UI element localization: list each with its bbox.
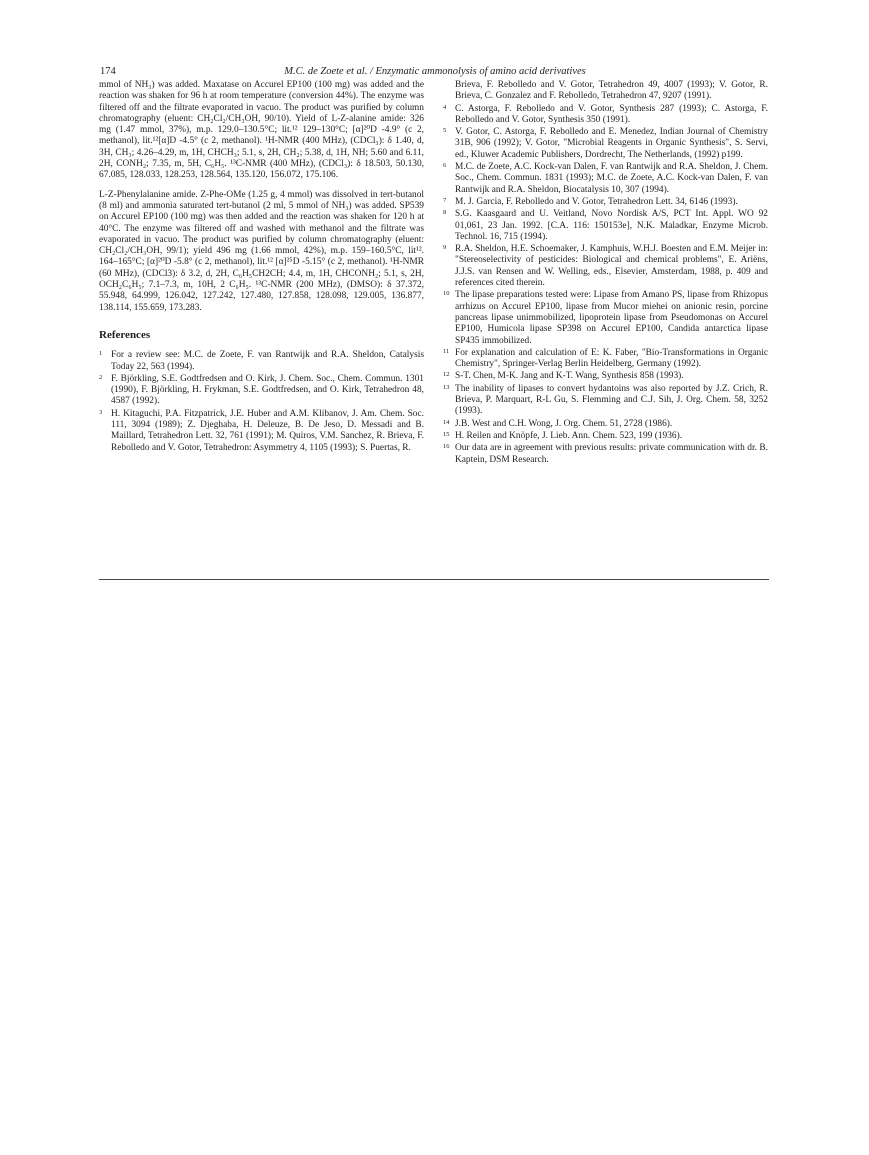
reference-text: For a review see: M.C. de Zoete, F. van Rantwijk and R.A. Sheldon, Catalysis Today 22, 563 (1994). xyxy=(111,350,424,372)
reference-number: 9 xyxy=(443,244,447,252)
reference-text: M. J. Garcia, F. Rebolledo and V. Gotor, Tetrahedron Lett. 34, 6146 (1993). xyxy=(455,196,738,207)
reference-text: S-T. Chen, M-K. Jang and K-T. Wang, Synthesis 858 (1993). xyxy=(455,371,684,382)
reference-item xyxy=(99,350,424,373)
reference-number: 13 xyxy=(443,383,450,391)
reference-text: The inability of lipases to convert hydantoins was also reported by J.Z. Crich, R. Brieva, P. Marquart, R-L Gu, S. Flemming and C.J. Sih, J. Org. Chem. 58, 3252 (1993). xyxy=(455,383,768,417)
reference-item xyxy=(443,419,768,430)
reference-item-continued xyxy=(443,80,768,103)
reference-text: S.G. Kaasgaard and U. Veitland, Novo Nordisk A/S, PCT Int. Appl. WO 92 01,061, 23 Jan. 1992. [C.A. 116: 150153e], N.K. Maladkar, Enzyme Microb. Technol. 16, 715 (1994). xyxy=(455,209,768,242)
reference-item xyxy=(443,384,768,418)
right-column xyxy=(443,80,768,467)
reference-text: Our data are in agreement with previous results: private communication with dr. B. Kaptein, DSM Research. xyxy=(455,443,768,465)
reference-item xyxy=(443,348,768,371)
reference-number: 1 xyxy=(99,350,103,358)
reference-item xyxy=(99,374,424,408)
reference-number: 2 xyxy=(99,373,103,381)
experimental-paragraph-alanine: mmol of NH₃) was added. Maxatase on Accurel EP100 (100 mg) was added and the reaction was shaken for 96 h at room temperature (conversion 44%). The enzyme was filtered off and the filtrate evaporated in vacuo. The product was purified by column chromatography (eluent: CH₂Cl₂/CH₃OH, 90/10). Yield of L-Z-alanine amide: 326 mg (1.47 mmol, 37%), m.p. 129.0–130.5°C; lit.¹² 129–130°C; [α]²⁰D -4.9° (c 2, methanol), lit.¹²[α]D -4.5° (c 2, methanol). ¹H-NMR (400 MHz), (CDCl₃): δ 1.40, d, 3H, CH₃; 4.26–4.29, m, 1H, CHCH₃; 5.1, s, 2H, CH₂; 5.38, d, 1H, NH; 5.60 and 6.11, 2H, CONH₂; 7.35, m, 5H, C₆H₅. ¹³C-NMR (400 MHz), (CDCl₃): δ 18.503, 50.130, 67.085, 128.033, 128.253, 128.564, 135.120, 156.072, 175.106. xyxy=(99,80,424,181)
reference-number: 3 xyxy=(99,408,103,416)
reference-number: 7 xyxy=(443,196,447,204)
reference-text: C. Astorga, F. Rebolledo and V. Gotor, Synthesis 287 (1993); C. Astorga, F. Rebolledo and V. Gotor, Synthesis 350 (1991). xyxy=(455,103,768,125)
reference-item xyxy=(443,209,768,243)
reference-text: R.A. Sheldon, H.E. Schoemaker, J. Kamphuis, W.H.J. Boesten and E.M. Meijer in: "Stereoselectivity of pesticides: Biological and chemical problems", E. Ariëns, J.J.S. van Rensen and W. Welling, eds., Elsevier, Amsterdam, 1988, p. 409 and references cited therein. xyxy=(455,244,768,289)
reference-text: F. Björkling, S.E. Godtfredsen and O. Kirk, J. Chem. Soc., Chem. Commun. 1301 (1990), F. Björkling, H. Frykman, S.E. Godtfredsen, and O. Kirk, Tetrahedron 48, 4587 (1992). xyxy=(111,373,424,407)
reference-number: 16 xyxy=(443,443,450,451)
reference-item xyxy=(443,431,768,442)
reference-text: For explanation and calculation of E: K. Faber, "Bio-Transformations in Organic Chemistry", Springer-Verlag Berlin Heidelberg, Germany (1992). xyxy=(455,347,768,370)
reference-text: V. Gotor, C. Astorga, F. Rebolledo and E. Menedez, Indian Journal of Chemistry 31B, 906 (1992); V. Gotor, "Microbial Reagents in Organic Synthesis", S. Servi, ed., Kluwer Academic Publishers, Dordrecht, The Netherlands, (1992) p199. xyxy=(455,127,768,160)
running-head: M.C. de Zoete et al. / Enzymatic ammonolysis of amino acid derivatives xyxy=(284,66,586,77)
reference-text: H. Reilen and Knöpfe, J. Lieb. Ann. Chem. 523, 199 (1936). xyxy=(455,430,683,441)
reference-text: M.C. de Zoete, A.C. Kock-van Dalen, F. van Rantwijk and R.A. Sheldon, J. Chem. Soc., Chem. Commun. 1831 (1993); M.C. de Zoete, A.C. Kock-van Dalen, F. van Rantwijk and R.A. Sheldon, Biocatalysis 10, 307 (1994). xyxy=(455,162,768,195)
reference-number: 12 xyxy=(443,371,450,379)
reference-list-left xyxy=(99,350,424,454)
reference-item xyxy=(443,104,768,127)
reference-item xyxy=(443,371,768,382)
reference-number: 10 xyxy=(443,290,450,298)
references-heading: References xyxy=(99,328,151,341)
reference-list-right xyxy=(443,80,768,466)
reference-item xyxy=(443,443,768,466)
bottom-rule xyxy=(99,579,769,580)
reference-item xyxy=(443,162,768,196)
left-column xyxy=(99,80,424,455)
reference-item xyxy=(443,127,768,161)
reference-text: The lipase preparations tested were: Lipase from Amano PS, lipase from Rhizopus arrhizus on Accurel EP100, lipase from Mucor miehei on anionic resin, porcine pancreas lipase unimmobilized, lipoprotein lipase from Pseudomonas on Accurel EP100, Humicola lipase SP398 on Accurel EP100, Candida antarctica lipase SP435 immobilized. xyxy=(455,290,768,346)
reference-item xyxy=(99,409,424,454)
reference-number: 15 xyxy=(443,430,450,438)
page-number: 174 xyxy=(100,66,116,77)
experimental-paragraph-phenylalanine: L-Z-Phenylalanine amide. Z-Phe-OMe (1.25 g, 4 mmol) was dissolved in tert-butanol (8 ml) and ammonia saturated tert-butanol (2 ml, 5 mmol of NH₃) was added. SP539 on Accurel EP100 (100 mg) was then added and the reaction was shaken for 120 h at 40°C. The enzyme was filtered off and washed with methanol and the filtrate was evaporated in vacuo. The product was purified by column chromatography (eluent: CH₂Cl₂/CH₃OH, 99/1); yield 496 mg (1.66 mmol, 42%), m.p. 159–160.5°C, lit¹². 164–165°C; [α]²⁰D -5.8° (c 2, methanol), lit.¹² [α]²⁵D -5.15° (c 2, methanol). ¹H-NMR (60 MHz), (CDCl3): δ 3.2, d, 2H, C₆H₅CH2CH; 4.4, m, 1H, CHCONH₂; 5.1, s, 2H, OCH₂C₆H₅; 7.1–7.3, m, 10H, 2 C₆H₅. ¹³C-NMR (200 MHz), (DMSO): δ 37.372, 55.948, 64.999, 126.042, 127.242, 127.480, 127.858, 128.098, 129.005, 136.877, 138.114, 155.659, 173.283. xyxy=(99,189,424,313)
reference-number: 14 xyxy=(443,418,450,426)
reference-text: J.B. West and C.H. Wong, J. Org. Chem. 51, 2728 (1986). xyxy=(455,418,673,429)
reference-text: Brieva, F. Rebolledo and V. Gotor, Tetrahedron 49, 4007 (1993); V. Gotor, R. Brieva, C. Gonzalez and F. Rebolledo, Tetrahedron 47, 9207 (1991). xyxy=(455,80,768,102)
reference-item xyxy=(443,244,768,289)
reference-number: 5 xyxy=(443,127,447,135)
reference-number: 8 xyxy=(443,209,447,217)
reference-number: 11 xyxy=(443,347,450,355)
reference-item xyxy=(443,290,768,346)
reference-number: 4 xyxy=(443,103,447,111)
reference-item xyxy=(443,197,768,208)
reference-number: 6 xyxy=(443,162,447,170)
reference-text: H. Kitaguchi, P.A. Fitzpatrick, J.E. Huber and A.M. Klibanov, J. Am. Chem. Soc. 111, 3094 (1989); Z. Djeghaba, H. Deleuze, B. De Jeso, D. Messadi and B. Maillard, Tetrahedron Lett. 32, 761 (1991); M. Quiros, V.M. Sanchez, R. Brieva, F. Rebolledo and V. Gotor, Tetrahedron: Asymmetry 4, 1105 (1993); S. Puertas, R. xyxy=(111,408,424,453)
